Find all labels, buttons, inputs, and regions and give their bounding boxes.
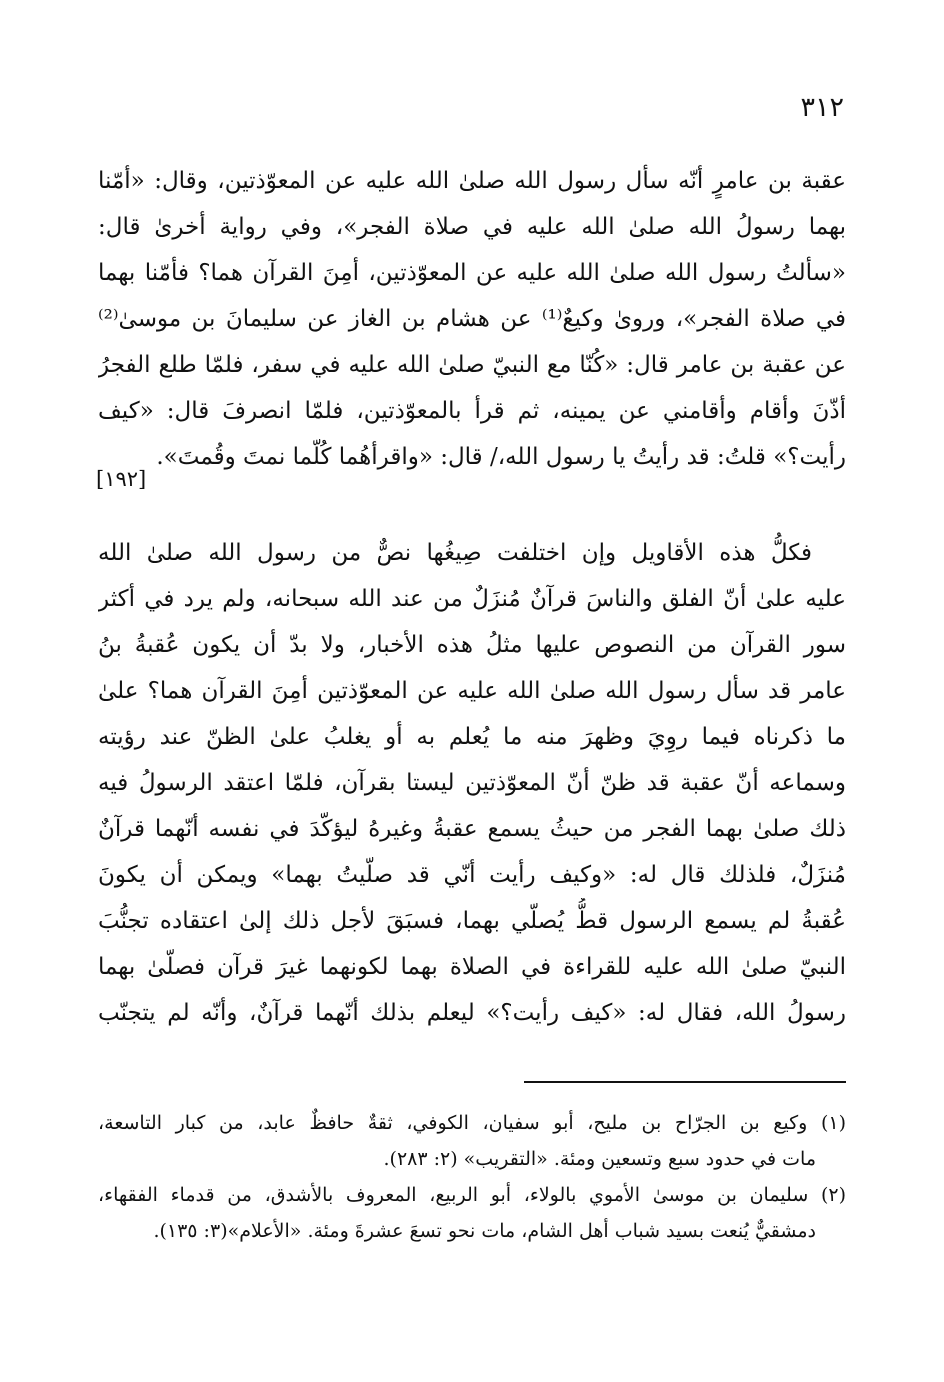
text-line: مُنزَلٌ، فلذلك قال له: «وكيف رأيت أنّي قد صلّيتُ بهما» ويمكن أن يكونَ — [98, 862, 846, 888]
text-line: فكلُّ هذه الأقاويل وإن اختلفت صِيغُها نصٌّ من رسول الله صلىٰ الله — [98, 540, 812, 566]
text-line: عامر قد سأل رسول الله صلىٰ الله عليه عن المعوّذتين أمِنَ القرآن هما؟ علىٰ — [98, 678, 846, 704]
text-line: عليه علىٰ أنّ الفلق والناسَ قرآنٌ مُنزَلٌ من عند الله سبحانه، ولم يرد في أكثر — [98, 586, 846, 612]
footnotes — [98, 1105, 846, 1249]
footnote-line: (١) وكيع بن الجرّاح بن مليح، أبو سفيان، الكوفي، ثقةٌ حافظٌ عابد، من كبار التاسعة، — [98, 1112, 846, 1134]
text-line: عقبة بن عامرٍ أنّه سأل رسول الله صلىٰ الله عليه عن المعوّذتين، وقال: «أمّنا — [98, 168, 846, 194]
footnote-line: دمشقيٌّ يُنعت بسيد شباب أهل الشام، مات نحو تسعَ عشرةَ ومئة. «الأعلام»(٣: ١٣٥). — [153, 1220, 816, 1242]
paragraph-commentary — [98, 530, 846, 1036]
page-number: ٣١٢ — [800, 92, 844, 123]
text-line: رأيت؟» قلتُ: قد رأيتُ يا رسول الله،/ قال: «واقرأهُما كُلّما نمتَ وقُمتَ». — [156, 444, 846, 470]
text-line: عن عقبة بن عامر قال: «كُنّا مع النبيّ صلىٰ الله عليه في سفر، فلمّا طلع الفجرُ — [98, 352, 846, 378]
text-line: سور القرآن من النصوص عليها مثلُ هذه الأخبار، ولا بدّ أن يكون عُقبةُ بنُ — [98, 632, 846, 658]
footnote-line: مات في حدود سبع وتسعين ومئة. «التقريب» (٢: ٢٨٣). — [383, 1148, 816, 1170]
footnote-1 — [98, 1105, 846, 1177]
text-line: «سألتُ رسول الله صلىٰ الله عليه عن المعوّذتين، أمِنَ القرآن هما؟ فأمّنا بهما — [98, 260, 846, 286]
footnote-2 — [98, 1177, 846, 1249]
text-line: بهما رسولُ الله صلىٰ الله عليه في صلاة الفجر»، وفي رواية أخرىٰ قال: — [98, 214, 846, 240]
text-line: رسولُ الله، فقال له: «كيف رأيت؟» ليعلم بذلك أنّهما قرآنٌ، وأنّه لم يتجنّب — [98, 1000, 846, 1026]
text-line: ذلك صلىٰ بهما الفجر من حيثُ يسمع عقبةُ وغيرهُ ليؤكّدَ في نفسه أنّهما قرآنٌ — [98, 816, 846, 842]
margin-page-reference: [١٩٢] — [96, 467, 147, 491]
text-line: ما ذكرناه فيما روِيَ وظهرَ منه ما يُعلم به أو يغلبُ علىٰ الظنّ عند رؤيته — [98, 724, 846, 750]
paragraph-hadith-narrations — [98, 158, 846, 480]
text-line: عُقبةُ لم يسمع الرسول قطُّ يُصلّي بهما، فسبَقَ لأجل ذلك إلىٰ اعتقاده تجنُّبَ — [98, 908, 846, 934]
text-line: وسماعه أنّ عقبة قد ظنّ أنّ المعوّذتين ليستا بقرآن، فلمّا اعتقد الرسولُ فيه — [98, 770, 846, 796]
text-line: أذّنَ وأقام وأقامني عن يمينه، ثم قرأ بالمعوّذتين، فلمّا انصرفَ قال: «كيف — [98, 398, 846, 424]
footnote-separator — [524, 1081, 846, 1083]
footnote-line: (٢) سليمان بن موسىٰ الأموي بالولاء، أبو الربيع، المعروف بالأشدق، من قدماء الفقهاء، — [98, 1184, 846, 1206]
text-line: النبيّ صلىٰ الله عليه للقراءة في الصلاة بهما لكونهما غيرَ قرآن فصلّىٰ بهما — [98, 954, 846, 980]
text-line: في صلاة الفجر»، ورویٰ وكيعٌ⁽¹⁾ عن هشام بن الغاز عن سليمانَ بن موسىٰ⁽²⁾ — [98, 306, 846, 332]
